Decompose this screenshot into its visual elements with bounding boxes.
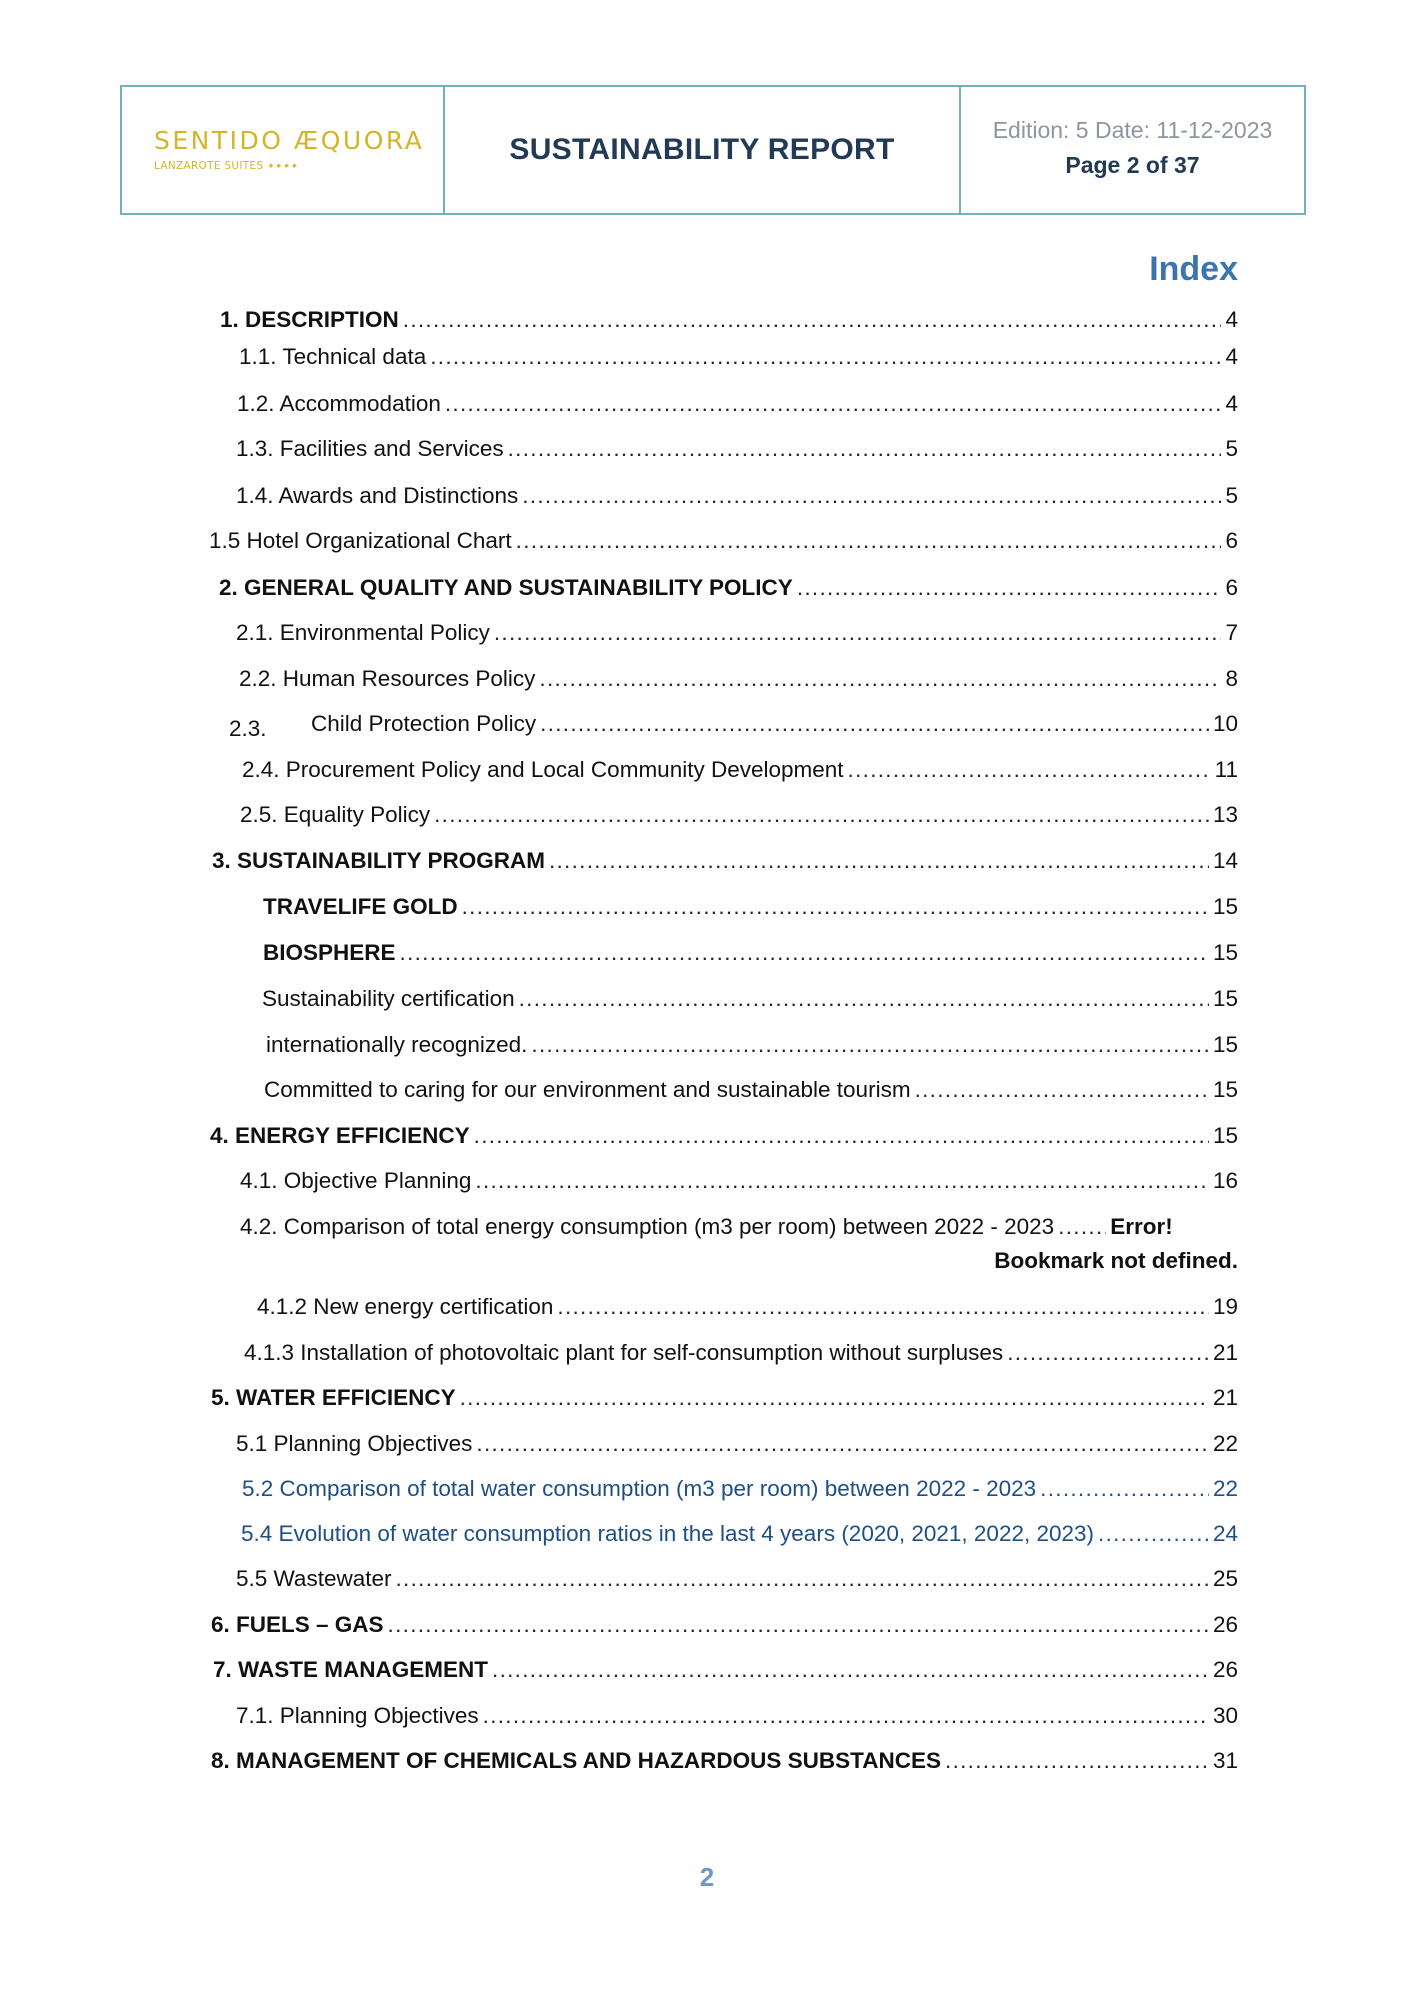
toc-entry[interactable] <box>236 483 1238 509</box>
toc-entry[interactable] <box>264 1077 1238 1103</box>
toc-entry-label <box>229 711 540 741</box>
leader-dots <box>1040 1476 1209 1502</box>
toc-entry-page: 15 <box>1212 1077 1238 1102</box>
toc-entry-page: 11 <box>1214 757 1238 782</box>
toc-entry-label: 5.2 Comparison of total water consumption (m3 per room) between 2022 - 2023 <box>242 1476 1037 1501</box>
toc-entry-page: 31 <box>1212 1748 1238 1773</box>
toc-entry-number: 2.3. <box>229 716 267 741</box>
toc-entry[interactable] <box>244 1340 1238 1366</box>
leader-dots <box>476 1431 1209 1457</box>
toc-entry-label: 1.4. Awards and Distinctions <box>236 483 519 508</box>
toc-entry-page: 15 <box>1212 940 1238 965</box>
toc-entry[interactable] <box>211 1612 1238 1638</box>
toc-entry-label: 4.1. Objective Planning <box>240 1168 472 1193</box>
toc-entry[interactable] <box>236 1431 1238 1457</box>
toc-entry-label: 6. FUELS – GAS <box>211 1612 384 1637</box>
leader-dots <box>475 1168 1209 1194</box>
toc-entry[interactable] <box>239 344 1238 370</box>
hotel-logo-subtitle <box>154 160 298 172</box>
toc-entry-label: 5.4 Evolution of water consumption ratios in the last 4 years (2020, 2021, 2022, 2023) <box>241 1521 1095 1546</box>
leader-dots <box>549 848 1209 874</box>
toc-entry[interactable] <box>236 436 1238 462</box>
toc-entry-label: 4.1.3 Installation of photovoltaic plant for self-consumption without surpluses <box>244 1340 1004 1365</box>
leader-dots <box>848 757 1211 783</box>
toc-entry-page: 22 <box>1212 1431 1238 1456</box>
toc-entry-label: 1.5 Hotel Organizational Chart <box>209 528 512 553</box>
toc-entry-page: 26 <box>1212 1612 1238 1637</box>
edition-date: Edition: 5 Date: 11-12-2023 <box>992 117 1273 143</box>
toc-entry-label: 1.1. Technical data <box>239 344 427 369</box>
leader-dots <box>388 1612 1209 1638</box>
leader-dots <box>539 666 1221 692</box>
leader-dots <box>540 711 1209 737</box>
toc-entry-page: 19 <box>1212 1294 1238 1319</box>
toc-entry-label: 1.3. Facilities and Services <box>236 436 504 461</box>
toc-entry-label: 2.4. Procurement Policy and Local Community Development <box>242 757 844 782</box>
toc-entry-page: 6 <box>1225 528 1238 553</box>
leader-dots <box>474 1123 1209 1149</box>
toc-entry-label: internationally recognized. <box>266 1032 528 1057</box>
toc-entry-label: 2.2. Human Resources Policy <box>239 666 536 691</box>
leader-dots <box>1007 1340 1209 1366</box>
toc-entry-page: 5 <box>1225 436 1238 461</box>
toc-entry-error: Error! <box>1110 1214 1173 1239</box>
leader-dots <box>403 307 1222 333</box>
toc-entry[interactable] <box>236 1703 1238 1729</box>
toc-entry-page: 6 <box>1225 575 1238 600</box>
toc-entry-label: 4. ENERGY EFFICIENCY <box>210 1123 470 1148</box>
hotel-logo: SENTIDO ÆQUORA <box>154 126 425 155</box>
toc-entry-label: TRAVELIFE GOLD <box>263 894 458 919</box>
leader-dots <box>557 1294 1209 1320</box>
meta-cell <box>961 87 1304 213</box>
leader-dots <box>462 894 1209 920</box>
leader-dots <box>430 344 1221 370</box>
toc-entry-page: 30 <box>1212 1703 1238 1728</box>
leader-dots <box>434 802 1209 828</box>
toc-entry-page: 14 <box>1212 848 1238 873</box>
toc-entry[interactable] <box>220 307 1238 333</box>
document-header <box>120 85 1306 215</box>
toc-entry-label: 2. GENERAL QUALITY AND SUSTAINABILITY POLICY <box>219 575 793 600</box>
toc-entry-page: 8 <box>1225 666 1238 691</box>
toc-entry-page: 15 <box>1212 1123 1238 1148</box>
leader-dots <box>531 1032 1209 1058</box>
toc-entry-label: BIOSPHERE <box>263 940 396 965</box>
leader-dots <box>797 575 1222 601</box>
toc-entry-page: 4 <box>1225 307 1238 332</box>
toc-entry-label: 1. DESCRIPTION <box>220 307 399 332</box>
leader-dots <box>492 1657 1209 1683</box>
leader-dots <box>508 436 1222 462</box>
toc-entry-error-continuation: Bookmark not defined. <box>994 1248 1238 1273</box>
toc-entry[interactable] <box>212 848 1238 874</box>
toc-entry[interactable] <box>240 1214 1238 1240</box>
leader-dots <box>483 1703 1209 1729</box>
toc-entry-page: 10 <box>1212 711 1238 736</box>
leader-dots <box>1058 1214 1106 1240</box>
toc-entry-label: 5.1 Planning Objectives <box>236 1431 473 1456</box>
toc-entry[interactable] <box>209 528 1238 554</box>
toc-entry-label: 7. WASTE MANAGEMENT <box>213 1657 489 1682</box>
logo-subtitle-text: LANZAROTE SUITES <box>154 160 264 172</box>
leader-dots <box>945 1748 1209 1774</box>
leader-dots <box>516 528 1222 554</box>
toc-entry-label: 5. WATER EFFICIENCY <box>211 1385 456 1410</box>
toc-entry-label: Sustainability certification <box>262 986 515 1011</box>
toc-entry[interactable] <box>213 1657 1238 1683</box>
leader-dots <box>395 1566 1208 1592</box>
title-cell <box>445 87 961 213</box>
toc-entry-link[interactable] <box>241 1521 1238 1547</box>
toc-entry-page: 15 <box>1212 1032 1238 1057</box>
toc-entry-page: 22 <box>1212 1476 1238 1501</box>
toc-entry-link[interactable] <box>242 1476 1238 1502</box>
toc-entry[interactable] <box>211 1385 1238 1411</box>
toc-entry-page: 26 <box>1212 1657 1238 1682</box>
toc-entry-page: 7 <box>1225 620 1238 645</box>
logo-cell <box>122 87 445 213</box>
toc-entry[interactable] <box>240 1168 1238 1194</box>
toc-entry-page: 15 <box>1212 986 1238 1011</box>
document-title: SUSTAINABILITY REPORT <box>509 133 895 166</box>
leader-dots <box>494 620 1222 646</box>
toc-entry-label: 7.1. Planning Objectives <box>236 1703 479 1728</box>
leader-dots <box>1098 1521 1209 1547</box>
toc-entry-page: 5 <box>1225 483 1238 508</box>
toc-entry[interactable] <box>257 1294 1238 1320</box>
toc-entry-page: 13 <box>1212 802 1238 827</box>
toc-entry[interactable] <box>210 1123 1238 1149</box>
toc-entry[interactable] <box>236 620 1238 646</box>
toc-entry[interactable] <box>239 666 1238 692</box>
leader-dots <box>522 483 1221 509</box>
toc-entry[interactable] <box>236 1566 1238 1592</box>
toc-entry-label: Committed to caring for our environment and sustainable tourism <box>264 1077 911 1102</box>
toc-entry-label: 2.1. Environmental Policy <box>236 620 490 645</box>
toc-entry-page: 21 <box>1212 1340 1238 1365</box>
toc-entry-label: 1.2. Accommodation <box>237 391 441 416</box>
toc-entry-text: Child Protection Policy <box>311 711 537 736</box>
page-number: 2 <box>699 1862 715 1892</box>
toc-entry-label: 4.1.2 New energy certification <box>257 1294 554 1319</box>
toc-entry[interactable] <box>229 711 1238 741</box>
toc-entry-page: 25 <box>1212 1566 1238 1591</box>
toc-entry[interactable] <box>263 940 1238 966</box>
toc-entry-page: 4 <box>1225 391 1238 416</box>
toc-entry[interactable] <box>263 894 1238 920</box>
star-rating-icon: ✦✦✦✦ <box>267 162 299 172</box>
toc-entry-label: 5.5 Wastewater <box>236 1566 392 1591</box>
toc-entry[interactable] <box>237 391 1238 417</box>
toc-entry-page: 24 <box>1212 1521 1238 1546</box>
leader-dots <box>460 1385 1209 1411</box>
toc-entry-label: 2.5. Equality Policy <box>240 802 431 827</box>
toc-entry[interactable] <box>240 802 1238 828</box>
toc-entry-label: 4.2. Comparison of total energy consumption (m3 per room) between 2022 - 2023 <box>240 1214 1055 1239</box>
toc-entry-label: 8. MANAGEMENT OF CHEMICALS AND HAZARDOUS SUBSTANCES <box>211 1748 942 1773</box>
toc-entry-label: 3. SUSTAINABILITY PROGRAM <box>212 848 545 873</box>
toc-entry[interactable] <box>219 575 1238 601</box>
toc-entry-page: 16 <box>1212 1168 1238 1193</box>
index-heading: Index <box>1149 250 1238 288</box>
leader-dots <box>519 986 1209 1012</box>
toc-entry[interactable] <box>211 1748 1238 1774</box>
leader-dots <box>445 391 1222 417</box>
toc-entry-page: 21 <box>1212 1385 1238 1410</box>
toc-entry[interactable] <box>242 757 1238 783</box>
toc-entry[interactable] <box>266 1032 1238 1058</box>
toc-entry[interactable] <box>262 986 1238 1012</box>
leader-dots <box>915 1077 1209 1103</box>
leader-dots <box>400 940 1209 966</box>
toc-entry-page: 15 <box>1212 894 1238 919</box>
toc-entry-page: 4 <box>1225 344 1238 369</box>
page-count: Page 2 of 37 <box>1065 152 1200 178</box>
